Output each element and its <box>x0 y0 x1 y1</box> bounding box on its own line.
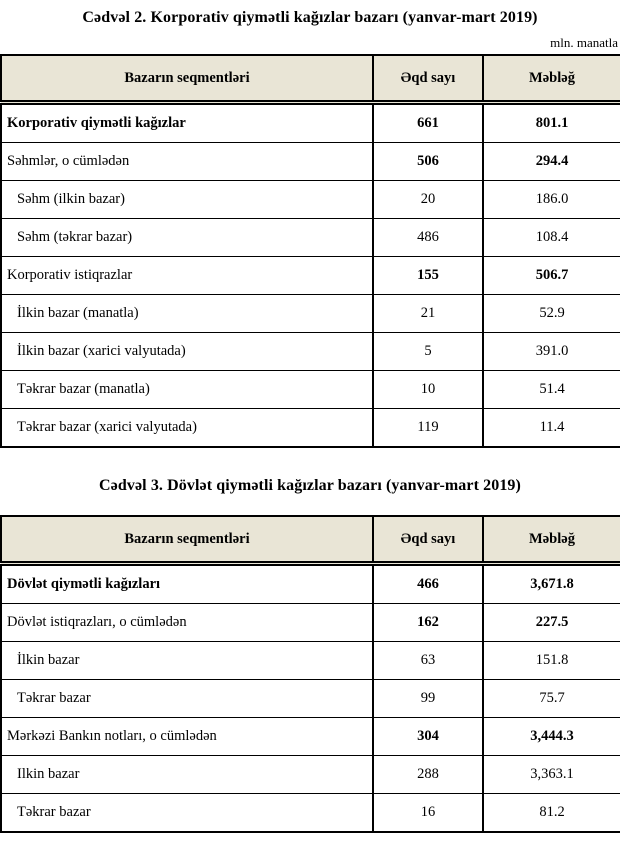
spacer <box>0 498 620 515</box>
deal-count-cell: 20 <box>373 181 483 219</box>
amount-cell: 52.9 <box>483 295 620 333</box>
amount-cell: 151.8 <box>483 642 620 680</box>
government-table-title: Cədvəl 3. Dövlət qiymətli kağızlar bazarı (yanvar-mart 2019) <box>99 477 521 494</box>
column-header-segments: Bazarın seqmentləri <box>1 55 373 103</box>
table-row <box>1 143 620 181</box>
table-row <box>1 680 620 718</box>
segment-label-cell: Korporativ istiqrazlar <box>1 257 373 295</box>
table-row <box>1 604 620 642</box>
amount-cell: 75.7 <box>483 680 620 718</box>
table-header-row <box>1 55 620 103</box>
column-header-deal-count: Əqd sayı <box>373 55 483 103</box>
column-header-segments: Bazarın seqmentləri <box>1 516 373 564</box>
amount-cell: 186.0 <box>483 181 620 219</box>
segment-label-cell: İlkin bazar (manatla) <box>1 295 373 333</box>
segment-label-cell: Dövlət qiymətli kağızları <box>1 564 373 604</box>
deal-count-cell: 5 <box>373 333 483 371</box>
unit-note: mln. manatla <box>550 35 618 50</box>
segment-label-cell: İlkin bazar (xarici valyutada) <box>1 333 373 371</box>
table-row <box>1 181 620 219</box>
amount-cell: 227.5 <box>483 604 620 642</box>
segment-label-cell: Səhmlər, o cümlədən <box>1 143 373 181</box>
amount-cell: 3,671.8 <box>483 564 620 604</box>
table-row <box>1 257 620 295</box>
table-row <box>1 756 620 794</box>
deal-count-cell: 661 <box>373 103 483 143</box>
deal-count-cell: 63 <box>373 642 483 680</box>
table-row <box>1 371 620 409</box>
table-row <box>1 295 620 333</box>
amount-cell: 3,363.1 <box>483 756 620 794</box>
segment-label-cell: Mərkəzi Bankın notları, o cümlədən <box>1 718 373 756</box>
segment-label-cell: Ilkin bazar <box>1 756 373 794</box>
deal-count-cell: 162 <box>373 604 483 642</box>
deal-count-cell: 466 <box>373 564 483 604</box>
segment-label-cell: Səhm (ilkin bazar) <box>1 181 373 219</box>
deal-count-cell: 304 <box>373 718 483 756</box>
deal-count-cell: 506 <box>373 143 483 181</box>
amount-cell: 108.4 <box>483 219 620 257</box>
table-row <box>1 219 620 257</box>
amount-cell: 3,444.3 <box>483 718 620 756</box>
segment-label-cell: Korporativ qiymətli kağızlar <box>1 103 373 143</box>
deal-count-cell: 99 <box>373 680 483 718</box>
segment-label-cell: Təkrar bazar (manatla) <box>1 371 373 409</box>
corporate-table-title: Cədvəl 2. Korporativ qiymətli kağızlar bazarı (yanvar-mart 2019) <box>82 9 538 26</box>
deal-count-cell: 10 <box>373 371 483 409</box>
table-row <box>1 794 620 833</box>
table-header-row <box>1 516 620 564</box>
amount-cell: 506.7 <box>483 257 620 295</box>
table-row <box>1 718 620 756</box>
table-row <box>1 103 620 143</box>
segment-label-cell: Dövlət istiqrazları, o cümlədən <box>1 604 373 642</box>
segment-label-cell: Səhm (təkrar bazar) <box>1 219 373 257</box>
corporate-securities-table <box>0 54 620 448</box>
deal-count-cell: 288 <box>373 756 483 794</box>
table-row <box>1 409 620 448</box>
amount-cell: 11.4 <box>483 409 620 448</box>
government-securities-table <box>0 515 620 833</box>
segment-label-cell: Təkrar bazar <box>1 680 373 718</box>
deal-count-cell: 119 <box>373 409 483 448</box>
column-header-deal-count: Əqd sayı <box>373 516 483 564</box>
amount-cell: 801.1 <box>483 103 620 143</box>
amount-cell: 391.0 <box>483 333 620 371</box>
deal-count-cell: 155 <box>373 257 483 295</box>
amount-cell: 51.4 <box>483 371 620 409</box>
table-row <box>1 333 620 371</box>
segment-label-cell: Təkrar bazar <box>1 794 373 833</box>
segment-label-cell: Təkrar bazar (xarici valyutada) <box>1 409 373 448</box>
deal-count-cell: 486 <box>373 219 483 257</box>
segment-label-cell: İlkin bazar <box>1 642 373 680</box>
table-row <box>1 564 620 604</box>
table-row <box>1 642 620 680</box>
amount-cell: 81.2 <box>483 794 620 833</box>
column-header-amount: Məbləğ <box>483 516 620 564</box>
column-header-amount: Məbləğ <box>483 55 620 103</box>
amount-cell: 294.4 <box>483 143 620 181</box>
deal-count-cell: 16 <box>373 794 483 833</box>
deal-count-cell: 21 <box>373 295 483 333</box>
